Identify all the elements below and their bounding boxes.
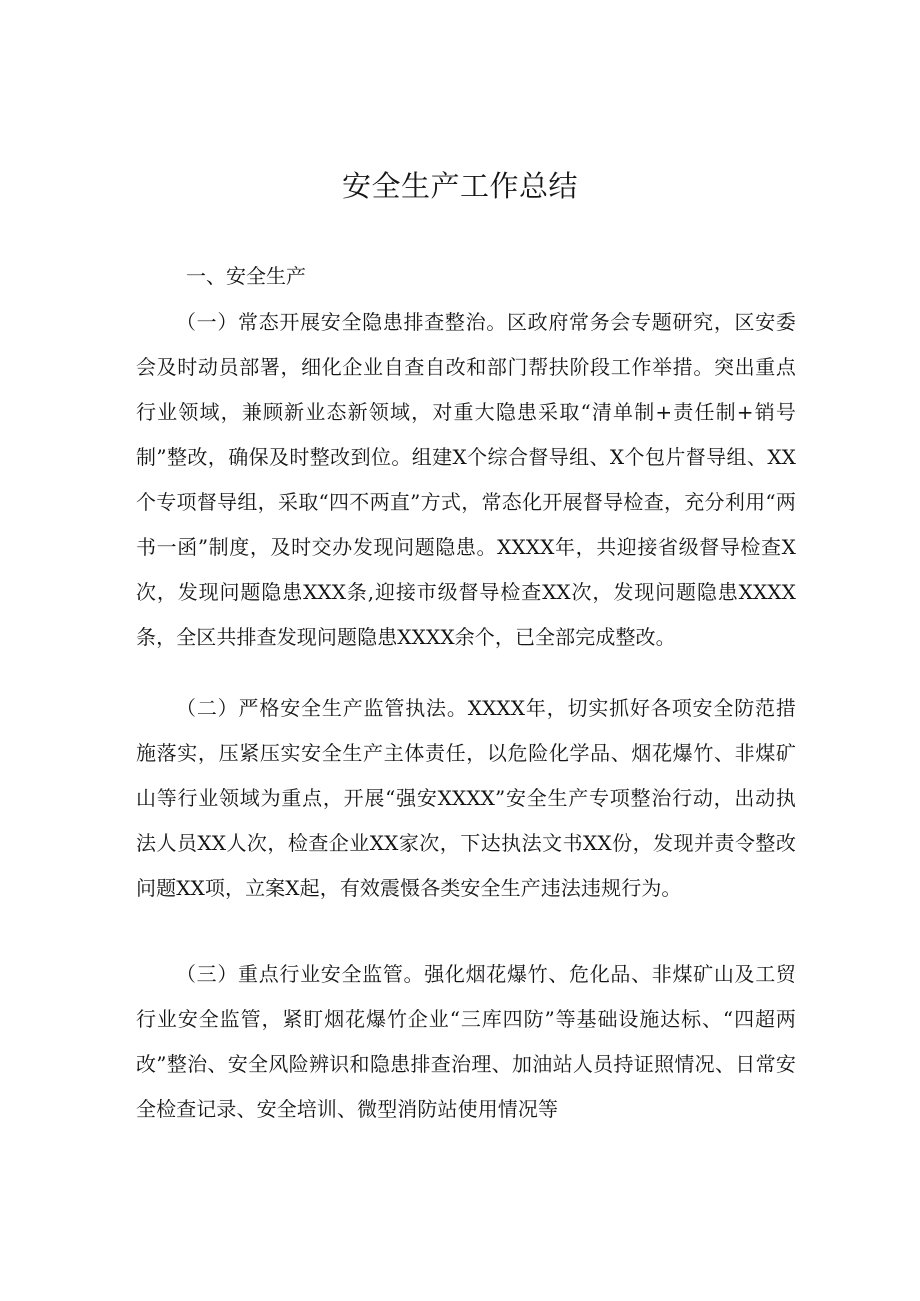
paragraph-2: （二）严格安全生产监管执法。XXXX年，切实抓好各项安全防范措施落实，压紧压实安全生产主体责任，以危险化学品、烟花爆竹、非煤矿山等行业领域为重点，开展“强安XXXX”安全生产专项整治行动，出动执法人员XX人次，检查企业XX家次，下达执法文书XX份，发现并责令整改问题XX项，立案X起，有效震慑各类安全生产违法违规行为。 <box>136 696 796 900</box>
document-title: 安全生产工作总结 <box>341 169 578 203</box>
section-heading: 一、安全生产 <box>186 264 306 288</box>
paragraph-3: （三）重点行业安全监管。强化烟花爆竹、危化品、非煤矿山及工贸行业安全监管，紧盯烟花爆竹企业“三库四防”等基础设施达标、“四超两改”整治、安全风险辨识和隐患排查治理、加油站人员持证照情况、日常安全检查记录、安全培训、微型消防站使用情况等 <box>136 962 796 1121</box>
paragraph-1: （一）常态开展安全隐患排查整治。区政府常务会专题研究，区安委会及时动员部署，细化企业自查自改和部门帮扶阶段工作举措。突出重点行业领域，兼顾新业态新领域，对重大隐患采取“清单制+责任制+销号制”整改，确保及时整改到位。组建X个综合督导组、X个包片督导组、XX个专项督导组，采取“四不两直”方式，常态化开展督导检查，充分利用“两书一函”制度，及时交办发现问题隐患。XXXX年，共迎接省级督导检查X次，发现问题隐患XXX条,迎接市级督导检查XX次，发现问题隐患XXXX条，全区共排查发现问题隐患XXXX余个，已全部完成整改。 <box>136 310 796 649</box>
